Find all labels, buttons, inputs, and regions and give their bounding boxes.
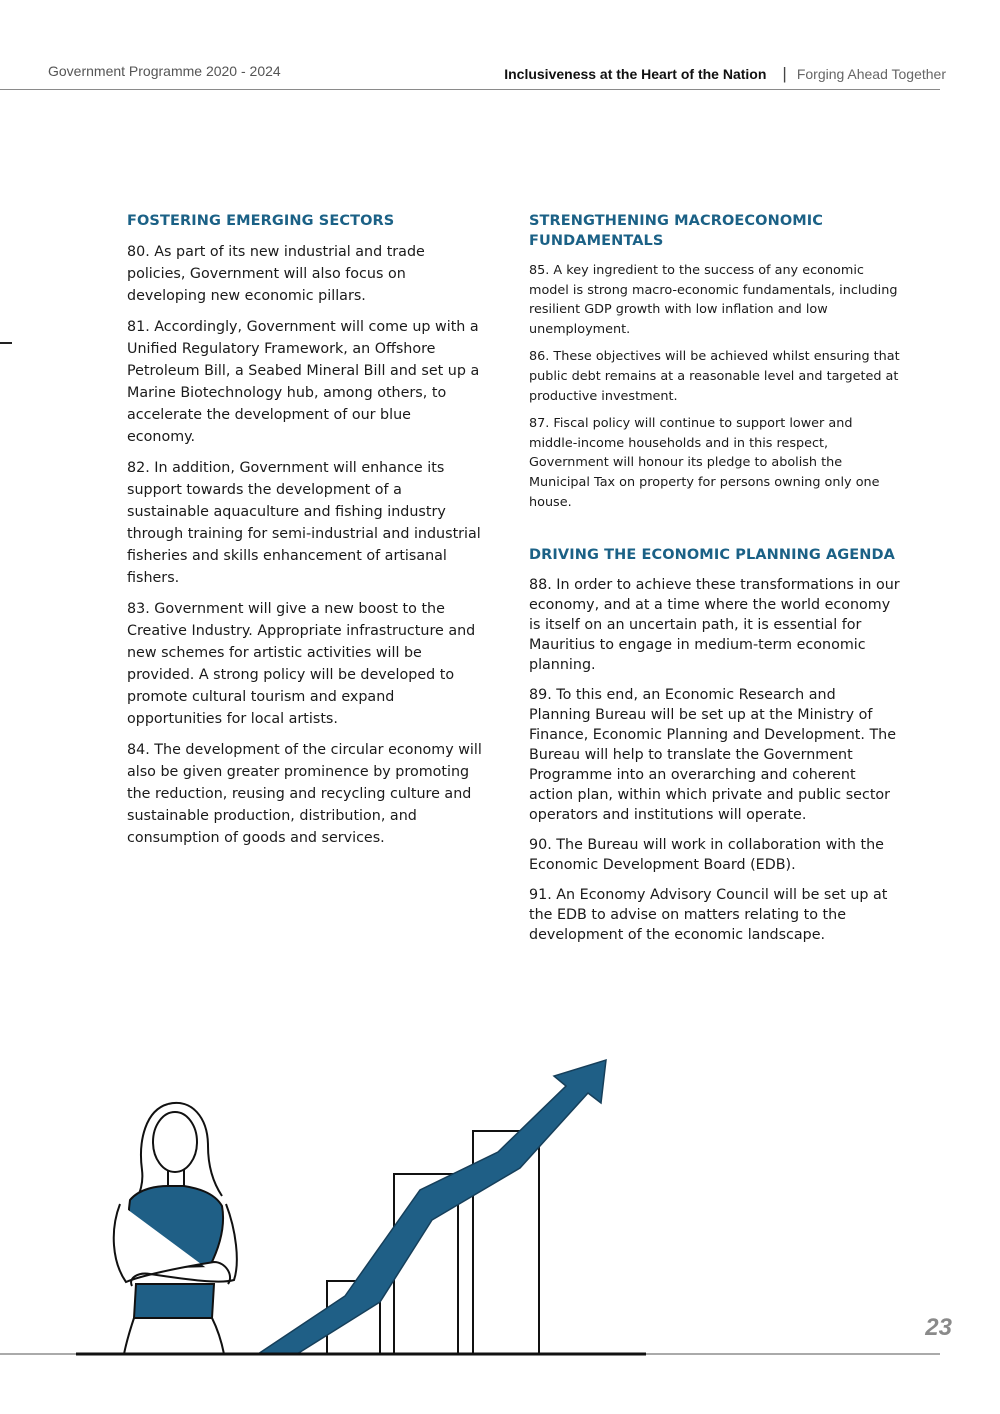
- paragraph-86: 86. These objectives will be achieved whilst ensuring that public debt remains at a reasonable level and targeted at productive investment.: [529, 349, 900, 404]
- paragraph-91: 91. An Economy Advisory Council will be set up at the EDB to advise on matters relating to the development of the economic landscape.: [529, 887, 888, 944]
- header-section-subtitle: Forging Ahead Together: [796, 66, 946, 82]
- margin-mark: [0, 342, 12, 344]
- section-heading-macroeconomic: STRENGTHENING MACROECONOMIC FUNDAMENTALS: [529, 213, 824, 249]
- section-heading-economic-planning: DRIVING THE ECONOMIC PLANNING AGENDA: [529, 547, 895, 564]
- woman-figure-icon: [114, 1103, 237, 1354]
- header-rule: [0, 89, 940, 90]
- paragraph-84: 84. The development of the circular economy will also be given greater prominence by promoting the reduction, reusing and recycling culture and sustainable production, distribution, and consumption of goods and services.: [127, 742, 482, 846]
- growth-arrow-icon: [258, 1060, 606, 1354]
- paragraph-82: 82. In addition, Government will enhance its support towards the development of a sustainable aquaculture and fishing industry through training for semi-industrial and industrial fisheries and skills enhancement of artisanal fishers.: [127, 460, 481, 586]
- paragraph-83: 83. Government will give a new boost to the Creative Industry. Appropriate infrastructure and new schemes for artistic activities will be provided. A strong policy will be developed to promote cultural tourism and expand opportunities for local artists.: [127, 601, 476, 727]
- paragraph-80: 80. As part of its new industrial and trade policies, Government will also focus on developing new economic pillars.: [127, 244, 425, 304]
- waistband: [134, 1284, 214, 1318]
- header-document-title: Government Programme 2020 - 2024: [48, 63, 281, 79]
- paragraph-85: 85. A key ingredient to the success of any economic model is strong macro-economic fundamentals, including resilient GDP growth with low inflation and low unemployment.: [529, 263, 898, 337]
- page-number: 23: [925, 1314, 952, 1341]
- header-separator: |: [782, 64, 787, 83]
- skirt: [124, 1318, 224, 1354]
- growth-illustration: [0, 1040, 1000, 1414]
- paragraph-87: 87. Fiscal policy will continue to support lower and middle-income households and in this respect, Government will honour its pledge to abolish the Municipal Tax on property for persons owning only one house.: [529, 416, 880, 510]
- paragraph-88: 88. In order to achieve these transformations in our economy, and at a time where the world economy is itself on an uncertain path, it is essential for Mauritius to engage in medium-term economic planning.: [529, 577, 900, 674]
- section-heading-emerging-sectors: FOSTERING EMERGING SECTORS: [127, 213, 395, 229]
- right-column: [529, 211, 901, 955]
- paragraph-89: 89. To this end, an Economic Research and Planning Bureau will be set up at the Ministry of Finance, Economic Planning and Development. The Bureau will help to translate the Government Programme into an overarching and coherent action plan, within which private and public sector operators and institutions will operate.: [529, 687, 897, 824]
- paragraph-90: 90. The Bureau will work in collaboration with the Economic Development Board (EDB).: [529, 837, 884, 874]
- face: [153, 1112, 197, 1172]
- header-section-title: Inclusiveness at the Heart of the Nation: [504, 66, 767, 82]
- paragraph-81: 81. Accordingly, Government will come up with a Unified Regulatory Framework, an Offshore Petroleum Bill, a Seabed Mineral Bill and set up a Marine Biotechnology hub, among others, to accelerate the development of our blue economy.: [127, 319, 480, 445]
- left-column: [127, 211, 482, 858]
- header-section: [504, 64, 946, 84]
